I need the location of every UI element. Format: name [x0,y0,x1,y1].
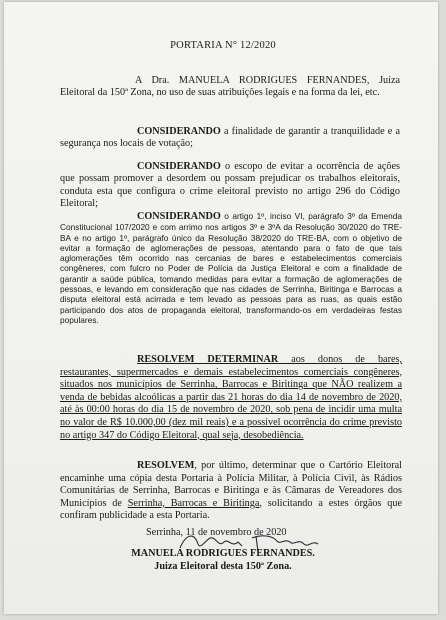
considerando-3-keyword: CONSIDERANDO [137,211,221,222]
resolvem-ultimo-keyword: RESOLVEM [137,460,195,471]
document-title: PORTARIA N° 12/2020 [170,40,276,51]
resolvem-ultimo-text-2: , solicitando a estes órgãos que confiram publicidade a esta Portaria. [60,497,402,522]
resolvem-determinar-text: aos donos de bares, restaurantes, supermercados e demais estabelecimentos comerciais congêneres, situados nos municípios de Serrinha, Barrocas e Biritinga que NÃO realizem a venda de bebidas alcoólicas a partir das 21 horas do dia 14 de novembro de 2020, até às 00:00 horas do dia 15 de novembro de 2020, sob pena de incidir uma multa no valor de R$ 10.000,00 (dez mil reais) e a possível ocorrência do crime previsto no artigo 347 do Código Eleitoral, qual seja, desobediência. [60,354,403,441]
resolvem-ultimo-paragraph [60,460,402,523]
intro-text: A Dra. MANUELA RODRIGUES FERNANDES, Juíza Eleitoral da 150ª Zona, no uso de suas atribuições legais e na forma da lei, etc. [60,75,400,99]
resolvem-ultimo-text-1: , por último, determinar que o Cartório Eleitoral encaminhe uma cópia desta Portaria à Polícia Militar, à Polícia Civil, às Rádios Comunitárias de Serrinha, Barrocas e Biritinga e às Câmaras de Vereadores dos Municípios de [60,460,402,509]
considerando-1-keyword: CONSIDERANDO [137,126,221,137]
considerando-1-text: a finalidade de garantir a tranquilidade e a segurança nos locais de votação; [60,126,400,150]
signer-role: Juiza Eleitoral desta 150ª Zona. [154,561,292,572]
considerando-2-keyword: CONSIDERANDO [137,161,221,172]
resolvem-determinar-paragraph [60,354,402,442]
resolvem-determinar-keyword: RESOLVEM DETERMINAR [137,354,279,365]
intro-paragraph [60,75,400,100]
considerando-3-paragraph [60,211,402,325]
considerando-1-paragraph [60,126,400,151]
resolvem-ultimo-municipios: Serrinha, Barrocas e Biritinga [127,497,260,509]
considerando-3-text: o artigo 1º, inciso VI, parágrafo 3º da Emenda Constitucional 107/2020 e com arrimo nos artigos 3º e 3ºA da Resolução 30/2020 do TRE-BA e no artigo 1º, parágrafo único da Resolução 38/2020 do TRE-BA, com o objetivo de evitar a formação de aglomerações de pessoas, atentando para o fato de que tais aglomerações têm ocorrido nas cercanias de bares e estabelecimentos comerciais congêneres, com fulcro no Poder de Polícia da Justiça Eleitoral e com a finalidade de garantir a saúde pública, tomando medidas para evitar a formação de aglomerações de pessoas, e levando em consideração que nas cidades de Serrinha, Biritinga e Barrocas a disputa eleitoral está acirrada e tem levado as pessoas para as ruas, as quais estão participando dos atos de propaganda eleitoral, transformando-os em verdadeiras festas populares. [60,211,402,325]
signer-name: MANUELA RODRIGUES FERNANDES. [131,548,315,559]
considerando-2-paragraph [60,161,400,211]
place-date: Serrinha, 11 de novembro de 2020 [146,527,287,538]
considerando-2-text: o escopo de evitar a ocorrência de ações que possam promover a desordem ou possam prejudicar os trabalhos eleitorais, conduta esta que configura o crime eleitoral previsto no artigo 296 do Código Eleitoral; [60,161,400,210]
